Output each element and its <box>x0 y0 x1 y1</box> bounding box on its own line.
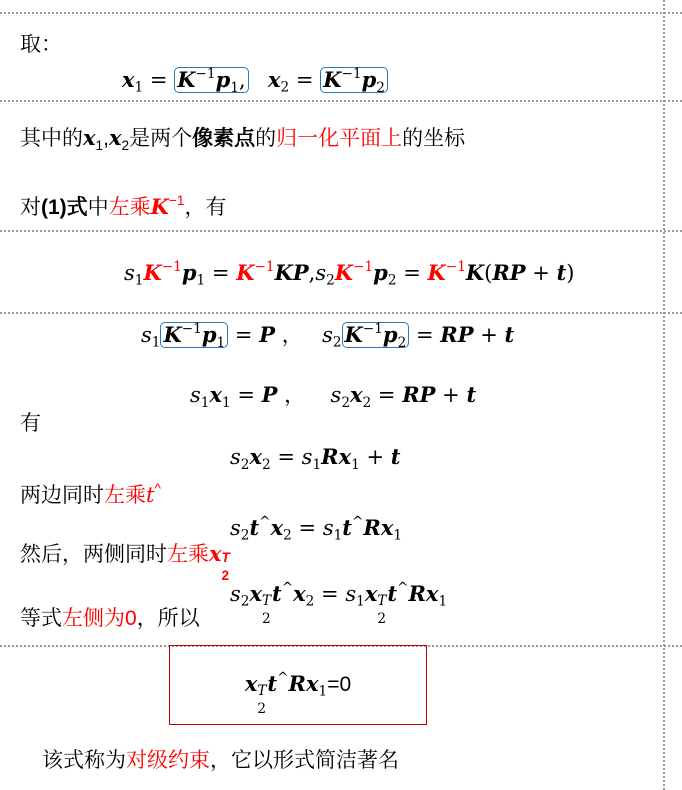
epipolar-constraint-equation: x T 2 $t^{\^{}}Rx_1=0$ <box>244 670 352 718</box>
highlight-box: $K^{-1}p_1$, <box>174 67 248 93</box>
guide-line-vertical <box>663 0 665 790</box>
epipolar-constraint-box <box>169 645 427 725</box>
guide-line <box>0 12 682 14</box>
equation-combined: $s_2x_2 = s_1Rx_1 + t$ <box>230 444 401 473</box>
highlight-box: $K^{-1}p_2$ <box>320 67 388 93</box>
guide-line <box>0 312 682 314</box>
equation-times-t-hat: $s_2t^{\^{}}x_2 = s_1t^{\^{}}Rx_1$ <box>230 514 403 544</box>
highlight-box: $K^{-1}p_2$ <box>342 322 410 348</box>
equation-left-multiplied: $s_1K^{-1}p_1 = K^{-1}KP,s_2K^{-1}p_2 = K^{-1}K(RP + t)$ <box>124 259 575 289</box>
equation-boxed: $s_1$ $K^{-1}p_1 = P$ ， $s_2$ $K^{-1}p_2$ = RP + t <box>141 321 515 351</box>
both-sides-left-multiply-t: 两边同时左乘t^ <box>20 481 161 507</box>
guide-line <box>0 230 682 232</box>
left-side-zero: 等式左侧为0，所以 <box>20 607 200 630</box>
left-multiply-instruction: 对(1)式中左乘$K^{-1}$，有 <box>20 193 227 219</box>
then-left-multiply-x2T: 然后，两侧同时左乘x T 2 <box>20 541 230 583</box>
you-label: 有 <box>20 412 41 435</box>
conclusion-text: 该式称为对级约束，它以形式简洁著名 <box>42 749 399 772</box>
intro-label: 取： <box>20 33 62 56</box>
equation-normalized-coords: $x_1 = K^{-1}p_1$, $x_2 = K^{-1}p_2$ <box>122 60 388 102</box>
pixel-description: 其中的$x_1,x_2$是两个像素点的归一化平面上的坐标 <box>20 125 466 153</box>
equation-substituted: $s_1x_1 = P$ ， $s_2x_2$ = RP + t <box>190 382 477 411</box>
equation-times-x2T: $s_2x$ T 2 $t^{\^{}}x_2 = s_1x$ T 2 $t^{\^{}}Rx_1$ <box>230 580 448 627</box>
highlight-box: $K^{-1}p_1$ <box>160 322 228 348</box>
